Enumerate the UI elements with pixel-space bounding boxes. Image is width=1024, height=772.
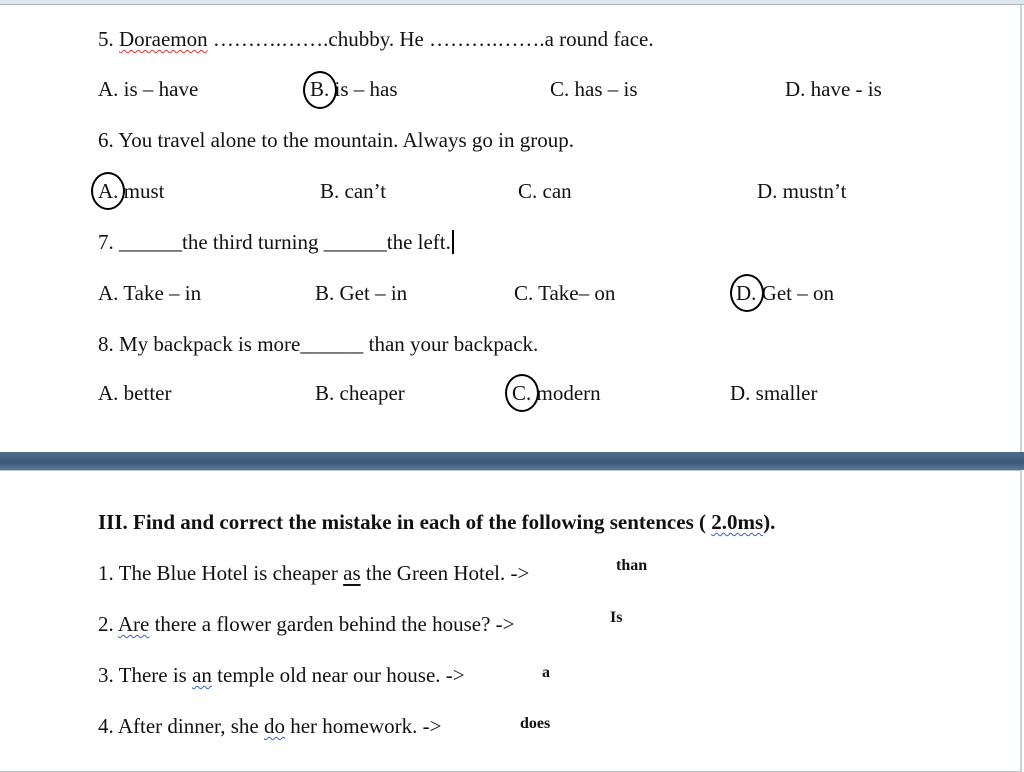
- sentence-1-mistake: as: [343, 561, 361, 585]
- sentence-3-end: temple old near our house. ->: [211, 663, 465, 687]
- answer-circle-q5: [303, 71, 337, 109]
- question-6-option-c: C. can: [518, 179, 572, 203]
- question-8-option-d: D. smaller: [730, 381, 818, 405]
- question-7-option-d: D. Get – on: [736, 281, 834, 305]
- question-5-option-a: A. is – have: [98, 77, 199, 101]
- text-cursor: [452, 230, 454, 254]
- answer-circle-q8: [505, 374, 539, 412]
- sentence-3-mistake: an: [192, 663, 212, 687]
- sentence-2-mistake: Are: [117, 612, 150, 636]
- sentence-2-answer: Is: [610, 609, 623, 626]
- question-7-option-b: B. Get – in: [315, 281, 408, 305]
- question-5-number: 5.: [98, 27, 114, 51]
- question-6-option-b: B. can’t: [320, 179, 387, 203]
- question-7-option-a: A. Take – in: [98, 281, 202, 305]
- question-5-option-b: B. is – has: [310, 77, 398, 101]
- question-5-option-c: C. has – is: [550, 77, 638, 101]
- sentence-3: [98, 662, 465, 688]
- sentence-1-answer: than: [616, 557, 648, 574]
- question-6: 6. You travel alone to the mountain. Always go in group.: [98, 128, 574, 152]
- page-gap: [0, 452, 1024, 470]
- sentence-4: [98, 713, 441, 739]
- question-8-option-b: B. cheaper: [315, 381, 405, 405]
- question-5-option-d: D. have - is: [785, 77, 882, 101]
- question-8-option-c: C. modern: [512, 381, 601, 405]
- question-7-option-c: C. Take– on: [514, 281, 616, 305]
- question-7-text: 7. ______the third turning ______the left.: [98, 230, 451, 254]
- question-8-option-a: A. better: [98, 381, 172, 405]
- question-5: [98, 26, 654, 52]
- section-3-heading-end: ).: [763, 510, 776, 534]
- sentence-1: [98, 560, 529, 586]
- sentence-4-answer: does: [520, 715, 551, 732]
- sentence-2-end: there a flower garden behind the house? ->: [149, 612, 515, 636]
- question-6-option-a: A. must: [98, 179, 165, 203]
- question-6-option-d: D. mustn’t: [757, 179, 847, 203]
- document-page-2: [0, 470, 1022, 772]
- sentence-3-start: 3. There is: [98, 663, 193, 687]
- section-3-heading-text: III. Find and correct the mistake in each of the following sentences (: [98, 510, 712, 534]
- sentence-2: [98, 611, 515, 637]
- sentence-2-number: 2.: [98, 612, 118, 636]
- answer-circle-q7: [730, 274, 764, 312]
- question-7: [98, 229, 454, 255]
- question-5-text: ……….…….chubby. He ……….…….a round face.: [207, 27, 654, 51]
- sentence-1-start: 1. The Blue Hotel is cheaper: [98, 561, 344, 585]
- ruler: [0, 0, 1024, 5]
- sentence-3-answer: a: [542, 664, 550, 681]
- section-3-heading: [98, 509, 775, 535]
- section-3-score: 2.0ms: [711, 510, 764, 534]
- sentence-4-mistake: do: [263, 714, 285, 738]
- question-5-subject: Doraemon: [119, 27, 208, 51]
- question-8: 8. My backpack is more______ than your backpack.: [98, 332, 539, 356]
- sentence-4-end: her homework. ->: [284, 714, 442, 738]
- sentence-4-start: 4. After dinner, she: [98, 714, 264, 738]
- answer-circle-q6: [91, 172, 125, 210]
- sentence-1-end: the Green Hotel. ->: [360, 561, 530, 585]
